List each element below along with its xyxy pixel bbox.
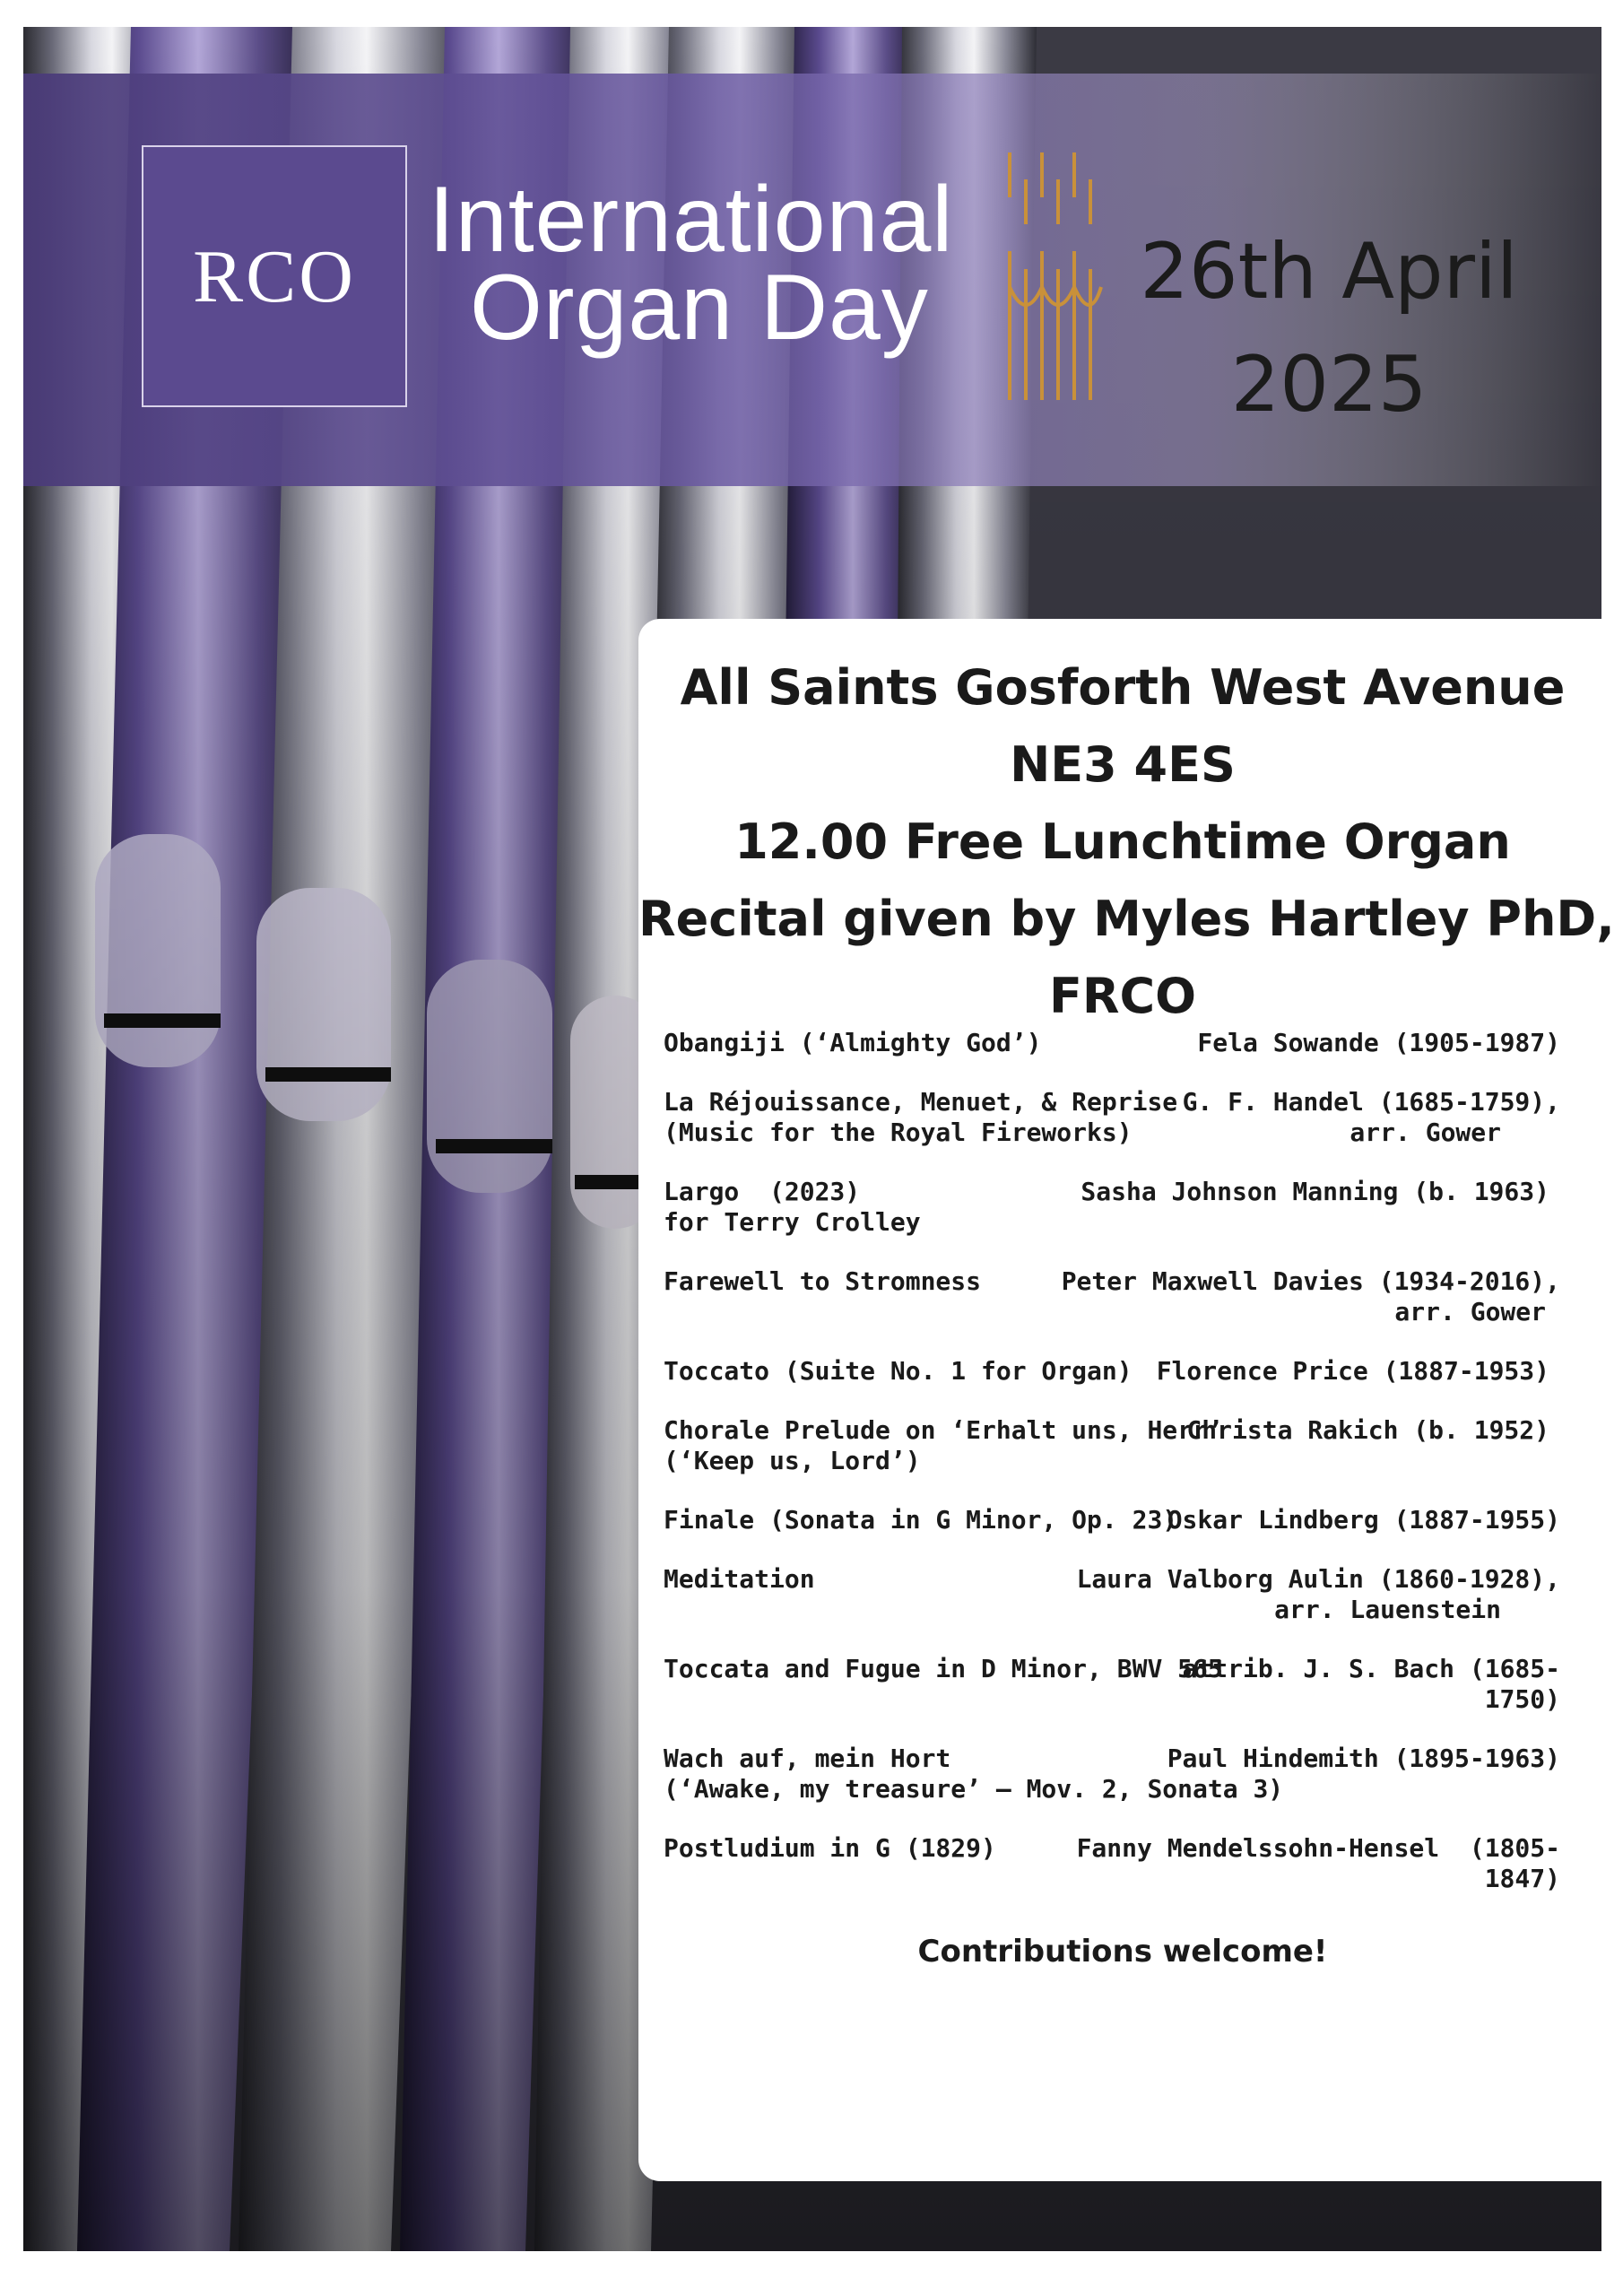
- program-item: [664, 1415, 1560, 1476]
- program-item: [664, 1833, 1560, 1894]
- piece-title: Postludium in G (1829): [664, 1833, 996, 1863]
- program-item: [664, 1028, 1560, 1058]
- piece-title: Chorale Prelude on ‘Erhalt uns, Herr’: [664, 1415, 1223, 1445]
- venue-line: All Saints Gosforth West Avenue: [680, 659, 1566, 716]
- event-title: [429, 168, 954, 360]
- piece-title: Obangiji (‘Almighty God’): [664, 1028, 1042, 1057]
- piece-composer: Laura Valborg Aulin (1860-1928),: [1076, 1564, 1560, 1594]
- program-item: [664, 1564, 1560, 1625]
- piece-composer-note: arr. Gower: [1350, 1118, 1501, 1147]
- event-title-line1: International: [429, 168, 954, 272]
- rco-logo: [142, 145, 407, 407]
- event-date-line2: 2025: [1230, 340, 1428, 430]
- event-title-line2: Organ Day: [470, 256, 929, 360]
- event-date-line1: 26th April: [1140, 227, 1518, 317]
- piece-title: Farewell to Stromness: [664, 1266, 982, 1296]
- performer-credential-line: FRCO: [1048, 968, 1196, 1024]
- time-line: 12.00 Free Lunchtime Organ: [734, 813, 1511, 870]
- program-item: [664, 1087, 1560, 1148]
- program-item: [664, 1356, 1560, 1387]
- piece-composer: Fela Sowande (1905-1987): [1197, 1028, 1560, 1057]
- piece-composer-note: 1847): [1484, 1864, 1560, 1893]
- program-item: [664, 1266, 1560, 1327]
- piece-composer: attrib. J. S. Bach (1685-: [1182, 1654, 1560, 1683]
- postcode-line: NE3 4ES: [1010, 736, 1236, 793]
- piece-title: Toccata and Fugue in D Minor, BWV 565: [664, 1654, 1223, 1683]
- piece-composer: Peter Maxwell Davies (1934-2016),: [1061, 1266, 1560, 1296]
- piece-composer: G. F. Handel (1685-1759),: [1182, 1087, 1560, 1117]
- piece-subtitle: (Music for the Royal Fireworks): [664, 1118, 1133, 1147]
- piece-title: Largo (2023): [664, 1177, 861, 1206]
- piece-composer: Paul Hindemith (1895-1963): [1167, 1744, 1560, 1773]
- piece-composer: Florence Price (1887-1953): [1156, 1356, 1549, 1386]
- rco-logo-text: RCO: [193, 234, 356, 318]
- piece-title: La Réjouissance, Menuet, & Reprise: [664, 1087, 1178, 1117]
- piece-title: Meditation: [664, 1564, 815, 1594]
- piece-composer-note: arr. Lauenstein: [1274, 1595, 1501, 1624]
- program-item: [664, 1744, 1560, 1805]
- piece-composer: Fanny Mendelssohn-Hensel (1805-: [1076, 1833, 1560, 1863]
- event-date: [1105, 215, 1553, 441]
- performer-line: Recital given by Myles Hartley PhD,: [638, 891, 1615, 947]
- piece-title: Finale (Sonata in G Minor, Op. 23): [664, 1505, 1178, 1535]
- piece-composer: Oskar Lindberg (1887-1955): [1167, 1505, 1560, 1535]
- program-item: [664, 1505, 1560, 1535]
- organ-pipe-logo-icon: [1002, 144, 1108, 409]
- piece-subtitle: (‘Awake, my treasure’ – Mov. 2, Sonata 3): [664, 1774, 1284, 1804]
- piece-composer: Sasha Johnson Manning (b. 1963): [1081, 1177, 1549, 1206]
- piece-title: Wach auf, mein Hort: [664, 1744, 951, 1773]
- piece-composer: Christa Rakich (b. 1952): [1186, 1415, 1549, 1445]
- program-list: [664, 1028, 1560, 1923]
- piece-subtitle: (‘Keep us, Lord’): [664, 1446, 921, 1475]
- recital-headline: [638, 649, 1615, 1035]
- piece-title: Toccato (Suite No. 1 for Organ): [664, 1356, 1133, 1386]
- piece-composer-note: arr. Gower: [1394, 1297, 1546, 1326]
- program-item: [664, 1654, 1560, 1715]
- piece-subtitle: for Terry Crolley: [664, 1207, 921, 1237]
- contributions-note: Contributions welcome!: [917, 1934, 1328, 1970]
- program-item: [664, 1177, 1560, 1238]
- piece-composer-note: 1750): [1484, 1684, 1560, 1714]
